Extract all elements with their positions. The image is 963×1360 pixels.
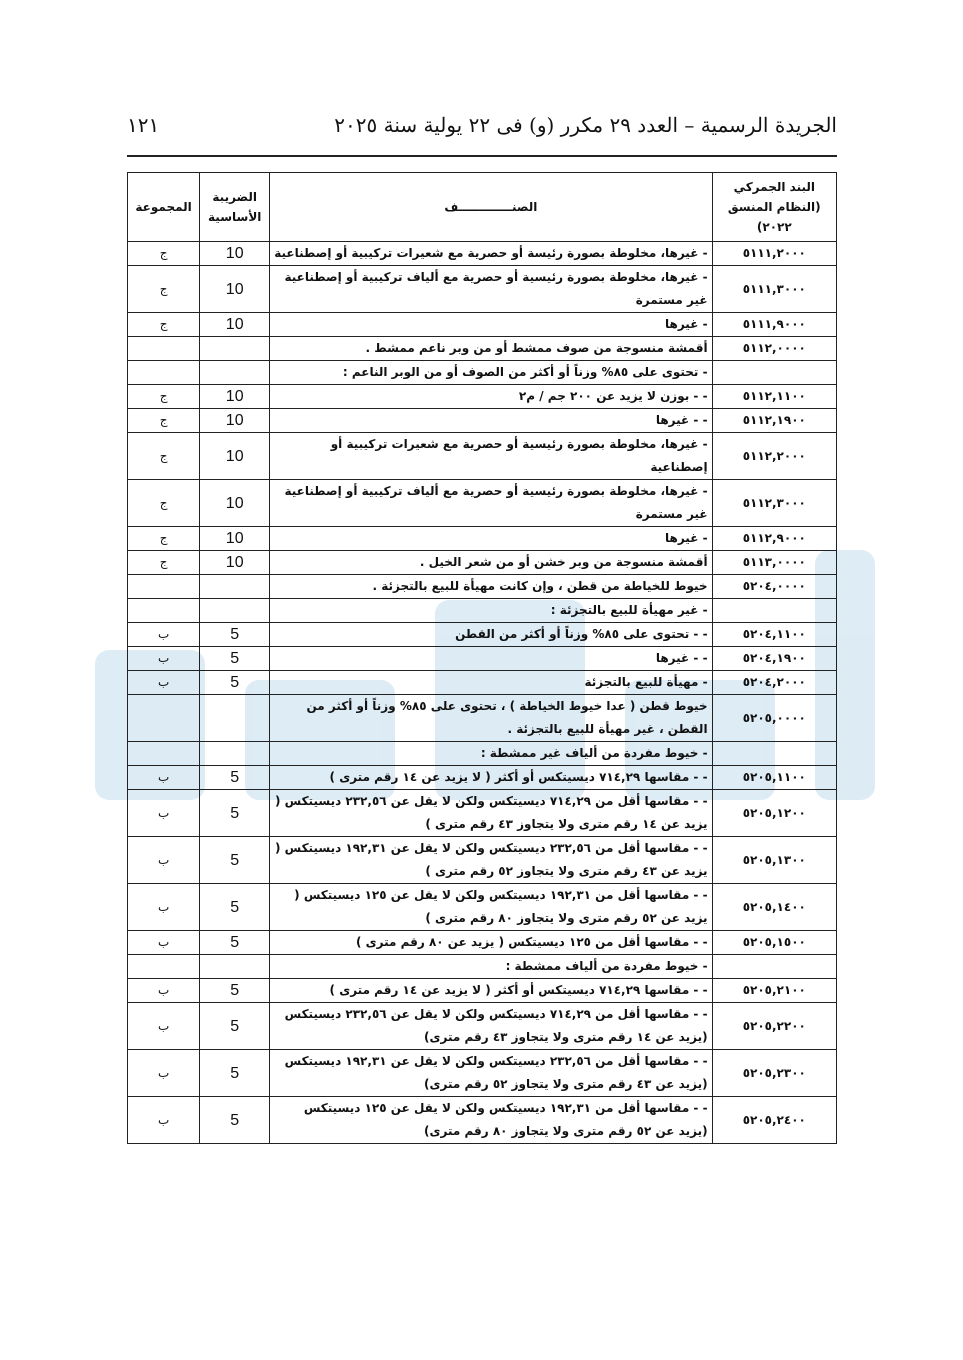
code-cell: ٥١١٢,٠٠٠٠	[712, 337, 836, 361]
code-cell: ٥٢٠٥,٢٢٠٠	[712, 1003, 836, 1050]
tax-cell: 5	[200, 647, 270, 671]
header-tax: الضريبة الأساسية	[200, 173, 270, 242]
code-cell	[712, 955, 836, 979]
table-row	[128, 242, 837, 266]
table-body	[128, 242, 837, 1144]
gazette-title: الجريدة الرسمية – العدد ٢٩ مكرر (و) فى ٢٢ يولية سنة ٢٠٢٥	[334, 113, 837, 137]
tax-cell: 5	[200, 837, 270, 884]
code-cell	[712, 361, 836, 385]
description-cell: - - غيرها	[270, 409, 712, 433]
table-row	[128, 931, 837, 955]
tax-cell: 10	[200, 266, 270, 313]
description-cell: - - مقاسها أقل من ٧١٤,٢٩ ديسيتكس ولكن لا يقل عن ٢٣٢,٥٦ ديسيتكس (يزيد عن ١٤ رقم مترى ولا يتجاوز ٤٣ رقم مترى)	[270, 1003, 712, 1050]
tax-cell: 5	[200, 790, 270, 837]
tax-cell	[200, 575, 270, 599]
table-row	[128, 337, 837, 361]
table-row	[128, 884, 837, 931]
table-row	[128, 599, 837, 623]
table-row	[128, 695, 837, 742]
tax-cell	[200, 361, 270, 385]
tax-cell: 10	[200, 527, 270, 551]
table-row	[128, 1003, 837, 1050]
group-cell: ب	[128, 790, 200, 837]
group-cell: ج	[128, 527, 200, 551]
table-row	[128, 266, 837, 313]
group-cell	[128, 695, 200, 742]
code-cell: ٥١١١,٣٠٠٠	[712, 266, 836, 313]
description-cell: - خيوط مفردة من ألياف ممشطة :	[270, 955, 712, 979]
table-row	[128, 1050, 837, 1097]
description-cell: - غيرها، مخلوطة بصورة رئيسية أو حصرية مع ألياف تركيبية أو إصطناعية غير مستمرة	[270, 266, 712, 313]
header-code: البند الجمركي (النظام المنسق ٢٠٢٢)	[712, 173, 836, 242]
code-cell: ٥٢٠٥,١٤٠٠	[712, 884, 836, 931]
code-cell: ٥١١٢,١٩٠٠	[712, 409, 836, 433]
code-cell: ٥٢٠٥,٠٠٠٠	[712, 695, 836, 742]
code-cell: ٥٢٠٤,٢٠٠٠	[712, 671, 836, 695]
group-cell	[128, 337, 200, 361]
tax-cell: 5	[200, 766, 270, 790]
group-cell: ب	[128, 1003, 200, 1050]
tax-cell: 5	[200, 979, 270, 1003]
description-cell: - - مقاسها أقل من ٧١٤,٢٩ ديسيتكس ولكن لا يقل عن ٢٣٢,٥٦ ديسيتكس ( يزيد عن ١٤ رقم مترى ولا يتجاوز ٤٣ رقم مترى )	[270, 790, 712, 837]
group-cell: ج	[128, 409, 200, 433]
description-cell: - - مقاسها أقل من ١٢٥ ديسيتكس ( يزيد عن ٨٠ رقم مترى )	[270, 931, 712, 955]
code-cell: ٥٢٠٤,١١٠٠	[712, 623, 836, 647]
description-cell: - - بوزن لا يزيد عن ٢٠٠ جم / م٢	[270, 385, 712, 409]
tax-cell	[200, 955, 270, 979]
description-cell: - غيرها	[270, 313, 712, 337]
description-cell: - - مقاسها أقل من ١٩٢,٣١ ديسيتكس ولكن لا يقل عن ١٢٥ ديسيتكس (يزيد عن ٥٢ رقم مترى ولا يتجاوز ٨٠ رقم مترى)	[270, 1097, 712, 1144]
code-cell: ٥٢٠٥,١١٠٠	[712, 766, 836, 790]
code-cell: ٥١١٣,٠٠٠٠	[712, 551, 836, 575]
group-cell: ب	[128, 671, 200, 695]
description-cell: - - مقاسها أقل من ١٩٢,٣١ ديسيتكس ولكن لا يقل عن ١٢٥ ديسيتكس ( يزيد عن ٥٢ رقم مترى ولا يتجاوز ٨٠ رقم مترى )	[270, 884, 712, 931]
code-cell: ٥١١٢,٩٠٠٠	[712, 527, 836, 551]
tax-cell: 10	[200, 409, 270, 433]
table-row	[128, 551, 837, 575]
tax-cell: 5	[200, 623, 270, 647]
group-cell: ج	[128, 313, 200, 337]
tax-cell: 5	[200, 1003, 270, 1050]
description-cell: - غيرها، مخلوطة بصورة رئيسة أو حصرية مع شعيرات تركيبية أو إصطناعية	[270, 242, 712, 266]
description-cell: - خيوط مفردة من ألياف غير ممشطة :	[270, 742, 712, 766]
code-cell	[712, 742, 836, 766]
header-description: الصنـــــــــــــف	[270, 173, 712, 242]
code-cell	[712, 599, 836, 623]
code-cell: ٥١١١,٩٠٠٠	[712, 313, 836, 337]
tax-cell: 10	[200, 313, 270, 337]
code-cell: ٥٢٠٤,٠٠٠٠	[712, 575, 836, 599]
description-cell: خيوط للخياطة من قطن ، وإن كانت مهيأة للبيع بالتجزئة .	[270, 575, 712, 599]
description-cell: - - غيرها	[270, 647, 712, 671]
tax-cell: 5	[200, 931, 270, 955]
code-cell: ٥٢٠٥,١٢٠٠	[712, 790, 836, 837]
description-cell: - - مقاسها أقل من ٢٣٢,٥٦ ديسيتكس ولكن لا يقل عن ١٩٢,٣١ ديسيتكس (يزيد عن ٤٣ رقم مترى ولا يتجاوز ٥٢ رقم مترى)	[270, 1050, 712, 1097]
group-cell: ب	[128, 884, 200, 931]
description-cell: - غير مهيأة للبيع بالتجزئة :	[270, 599, 712, 623]
group-cell: ب	[128, 931, 200, 955]
tax-cell: 10	[200, 433, 270, 480]
tax-cell: 5	[200, 884, 270, 931]
group-cell: ب	[128, 1050, 200, 1097]
group-cell: ب	[128, 837, 200, 884]
table-row	[128, 480, 837, 527]
code-cell: ٥١١٢,١١٠٠	[712, 385, 836, 409]
code-cell: ٥٢٠٤,١٩٠٠	[712, 647, 836, 671]
group-cell	[128, 599, 200, 623]
table-header-row	[128, 173, 837, 242]
description-cell: - - مقاسها ٧١٤,٢٩ ديسيتكس أو أكثر ( لا يزيد عن ١٤ رقم مترى )	[270, 979, 712, 1003]
description-cell: - غيرها، مخلوطة بصورة رئيسية أو حصرية مع ألياف تركيبية أو إصطناعية غير مستمرة	[270, 480, 712, 527]
code-cell: ٥١١١,٢٠٠٠	[712, 242, 836, 266]
group-cell: ب	[128, 766, 200, 790]
description-cell: - غيرها، مخلوطة بصورة رئيسية أو حصرية مع شعيرات تركيبية أو إصطناعية	[270, 433, 712, 480]
code-cell: ٥٢٠٥,١٥٠٠	[712, 931, 836, 955]
tax-cell: 10	[200, 551, 270, 575]
tax-cell: 10	[200, 385, 270, 409]
group-cell: ج	[128, 480, 200, 527]
description-cell: - - مقاسها أقل من ٢٣٢,٥٦ ديسيتكس ولكن لا يقل عن ١٩٢,٣١ ديسيتكس ( يزيد عن ٤٣ رقم مترى ولا يتجاوز ٥٢ رقم مترى )	[270, 837, 712, 884]
table-row	[128, 955, 837, 979]
table-row	[128, 623, 837, 647]
table-row	[128, 647, 837, 671]
table-row	[128, 742, 837, 766]
table-row	[128, 766, 837, 790]
table-row	[128, 385, 837, 409]
tax-cell: 5	[200, 1050, 270, 1097]
code-cell: ٥٢٠٥,٢٤٠٠	[712, 1097, 836, 1144]
description-cell: أقمشة منسوجة من وبر خشن أو من شعر الخيل .	[270, 551, 712, 575]
table-row	[128, 671, 837, 695]
tariff-table	[127, 172, 837, 1144]
group-cell: ب	[128, 647, 200, 671]
table-row	[128, 575, 837, 599]
description-cell: - غيرها	[270, 527, 712, 551]
table-row	[128, 527, 837, 551]
table-row	[128, 433, 837, 480]
group-cell: ج	[128, 551, 200, 575]
group-cell: ب	[128, 979, 200, 1003]
code-cell: ٥١١٢,٢٠٠٠	[712, 433, 836, 480]
table-row	[128, 313, 837, 337]
tax-cell	[200, 337, 270, 361]
group-cell: ج	[128, 433, 200, 480]
group-cell: ب	[128, 1097, 200, 1144]
group-cell: ج	[128, 242, 200, 266]
description-cell: - - تحتوى على ٨٥% وزناً أو أكثر من القطن	[270, 623, 712, 647]
code-cell: ٥٢٠٥,٢١٠٠	[712, 979, 836, 1003]
tax-cell: 10	[200, 242, 270, 266]
tax-cell: 10	[200, 480, 270, 527]
table-row	[128, 409, 837, 433]
code-cell: ٥١١٢,٣٠٠٠	[712, 480, 836, 527]
group-cell	[128, 361, 200, 385]
group-cell	[128, 742, 200, 766]
description-cell: - تحتوى على ٨٥% وزناً أو أكثر من الصوف أو من الوبر الناعم :	[270, 361, 712, 385]
description-cell: أقمشة منسوجة من صوف ممشط أو من وبر ناعم ممشط .	[270, 337, 712, 361]
group-cell: ج	[128, 385, 200, 409]
code-cell: ٥٢٠٥,١٣٠٠	[712, 837, 836, 884]
tax-cell	[200, 742, 270, 766]
header-divider	[127, 155, 837, 157]
code-cell: ٥٢٠٥,٢٣٠٠	[712, 1050, 836, 1097]
group-cell	[128, 575, 200, 599]
group-cell: ج	[128, 266, 200, 313]
table-row	[128, 1097, 837, 1144]
table-row	[128, 361, 837, 385]
page-number: ١٢١	[127, 113, 160, 137]
tax-cell: 5	[200, 1097, 270, 1144]
tax-cell: 5	[200, 671, 270, 695]
page-header	[127, 108, 837, 142]
description-cell: خيوط قطن ( عدا خيوط الخياطة ) ، تحتوى على ٨٥% وزناً أو أكثر من القطن ، غير مهيأة للبيع بالتجزئة .	[270, 695, 712, 742]
group-cell: ب	[128, 623, 200, 647]
group-cell	[128, 955, 200, 979]
tax-cell	[200, 599, 270, 623]
table-row	[128, 837, 837, 884]
header-group: المجموعة	[128, 173, 200, 242]
table-row	[128, 790, 837, 837]
table-row	[128, 979, 837, 1003]
description-cell: - مهيأة للبيع بالتجزئة	[270, 671, 712, 695]
description-cell: - - مقاسها ٧١٤,٢٩ ديسيتكس أو أكثر ( لا يزيد عن ١٤ رقم مترى )	[270, 766, 712, 790]
tax-cell	[200, 695, 270, 742]
